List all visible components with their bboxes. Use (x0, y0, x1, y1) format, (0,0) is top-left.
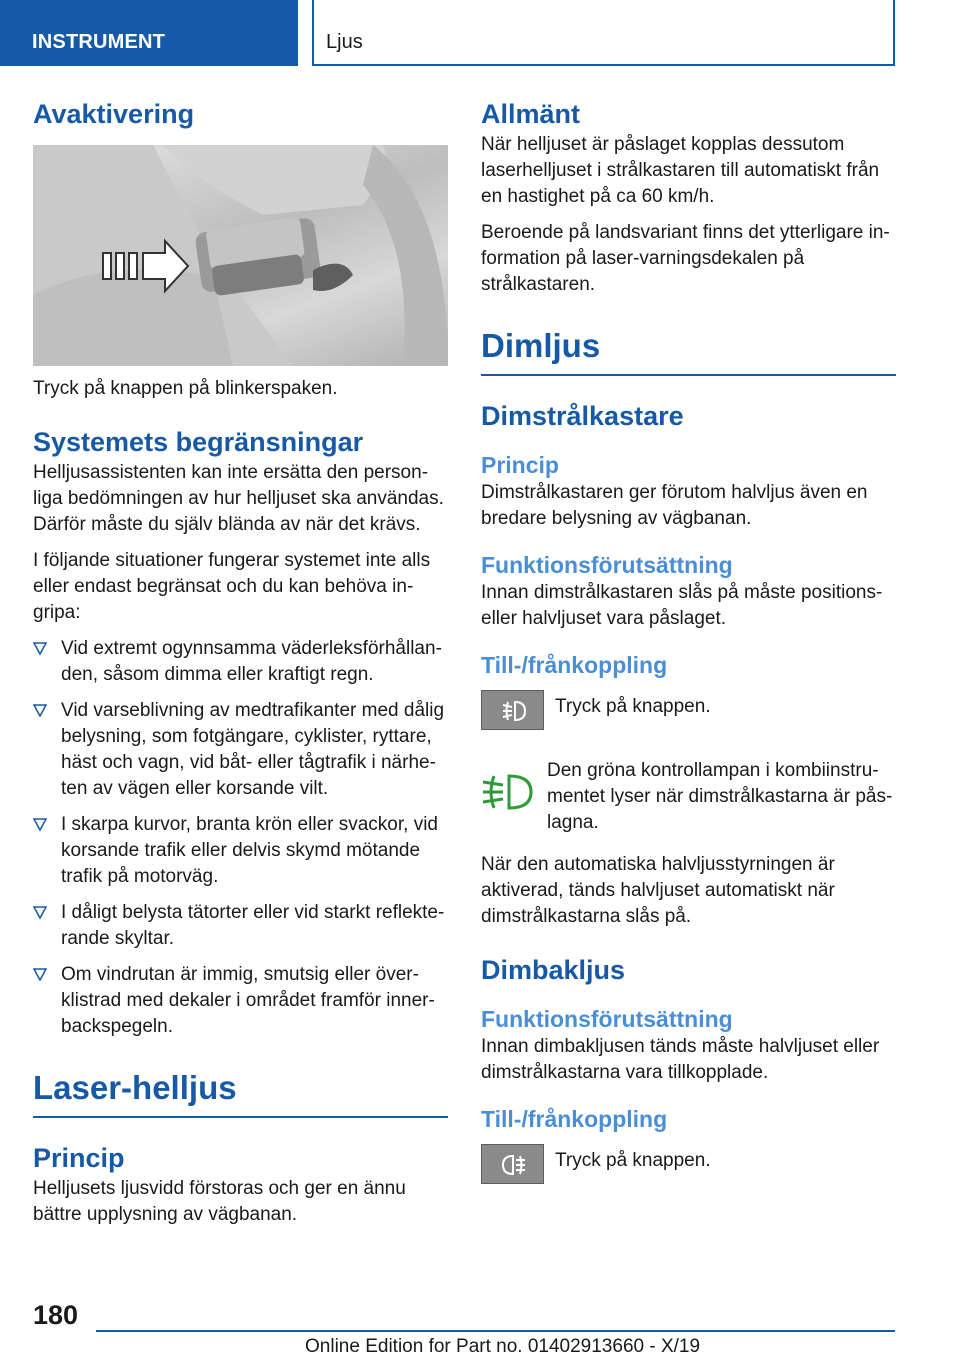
fog-principle-text: Dimstrålkastaren ger förutom halvljus även en bredare belysning av vägbanan. (481, 482, 868, 529)
list-item-text: I dåligt belysta tätorter eller vid starkt reflekterande skyltar. (61, 902, 445, 949)
front-fog-light-icon (501, 699, 527, 723)
heading-rear-switch-on-off: Till-/frånkoppling (481, 1106, 668, 1132)
heading-rear-functional-requirement: Funktionsförutsättning (481, 1006, 733, 1032)
bullet-triangle-icon (33, 816, 47, 832)
list-item-text: I skarpa kurvor, branta krön eller svackor, vid korsande trafik eller delvis skymd mötande trafik på motorväg. (61, 814, 438, 887)
list-item (33, 900, 448, 952)
rear-functional-requirement-text: Innan dimbakljusen tänds måste halvljuset eller dimstrålkastarna vara tillkopplade. (481, 1036, 880, 1083)
list-item-text: Vid extremt ogynnsamma väderleksförhållanden, såsom dimma eller kraftigt regn. (61, 638, 442, 685)
general-text-1: När helljuset är påslaget kopplas dessutom laserhelljuset i strålkastaren till automatiskt från en hastighet på ca 60 km/h. (481, 134, 880, 207)
bullet-triangle-icon (33, 640, 47, 656)
header-section-label: INSTRUMENT (32, 31, 166, 53)
system-limits-text-2: I följande situationer fungerar systemet inte alls eller endast begränsat och du kan behöva ingripa: (33, 550, 431, 623)
header-chapter-label: Ljus (326, 31, 363, 53)
rear-fog-button-row (481, 1144, 896, 1196)
green-indicator-text: Den gröna kontrollampan i kombiinstrumentet lyser när dimstrålkastarna är påslagna. (547, 760, 893, 833)
laser-principle-text: Helljusets ljusvidd förstoras och ger en ännu bättre upplysning av vägbanan. (33, 1178, 406, 1225)
heading-laser-principle: Princip (33, 1143, 125, 1173)
heading-avaktivering: Avaktivering (33, 99, 195, 129)
rear-fog-light-icon (501, 1153, 527, 1177)
footer-divider (96, 1330, 895, 1332)
right-column (481, 96, 896, 1196)
heading-fog-principle: Princip (481, 452, 559, 478)
heading-system-limits: Systemets begränsningar (33, 427, 364, 457)
heading-front-fog-lights: Dimstrålkastare (481, 401, 684, 431)
functional-requirement-text: Innan dimstrålkastaren slås på måste positionseller halvljuset vara påslaget. (481, 582, 883, 629)
list-item-text: Om vindrutan är immig, smutsig eller överklistrad med dekaler i området framför innerbackspegeln. (61, 964, 435, 1037)
page-number: 180 (33, 1300, 79, 1330)
list-item-text: Vid varseblivning av medtrafikanter med dålig belysning, som fotgängare, cyklister, ryttare, häst och vagn, vid båt- eller tågtrafik i närheten av vägen eller korsande vilt. (61, 700, 445, 799)
heading-switch-on-off: Till-/frånkoppling (481, 652, 668, 678)
front-fog-button[interactable] (481, 690, 544, 730)
front-fog-button-row (481, 690, 896, 742)
list-item (33, 698, 448, 802)
rear-fog-button[interactable] (481, 1144, 544, 1184)
bullet-triangle-icon (33, 904, 47, 920)
heading-general: Allmänt (481, 99, 581, 129)
limits-bullet-list (33, 636, 448, 1040)
figure-caption: Tryck på knappen på blinkerspaken. (33, 378, 338, 399)
auto-headlight-text: När den automatiska halvljusstyrningen är aktiverad, tänds halvljuset automatiskt när dimstrålkastarna slås på. (481, 854, 835, 927)
bullet-triangle-icon (33, 966, 47, 982)
heading-laser-highbeam: Laser-helljus (33, 1066, 448, 1118)
general-text-2: Beroende på landsvariant finns det ytterligare information på laser-varningsdekalen på strålkastaren. (481, 222, 890, 295)
left-column (33, 96, 448, 1228)
heading-functional-requirement: Funktionsförutsättning (481, 552, 733, 578)
heading-fog-lights: Dimljus (481, 324, 896, 376)
list-item (33, 812, 448, 890)
edition-text: Online Edition for Part no. 01402913660 - X/19 (305, 1336, 701, 1357)
green-fog-indicator-icon (481, 772, 535, 812)
header-section-tab (0, 0, 298, 66)
system-limits-text-1: Helljusassistenten kan inte ersätta den personliga bedömningen av hur helljuset ska användas. Därför måste du själv blända av när det krävs. (33, 462, 444, 535)
rear-fog-instruction: Tryck på knappen. (555, 1150, 711, 1171)
green-indicator-row (481, 758, 896, 838)
bullet-triangle-icon (33, 702, 47, 718)
front-fog-instruction: Tryck på knappen. (555, 696, 711, 717)
list-item (33, 962, 448, 1040)
heading-rear-fog-light: Dimbakljus (481, 955, 626, 985)
list-item (33, 636, 448, 688)
turn-signal-stalk-illustration (33, 145, 448, 366)
header-chapter-tab (312, 0, 895, 66)
